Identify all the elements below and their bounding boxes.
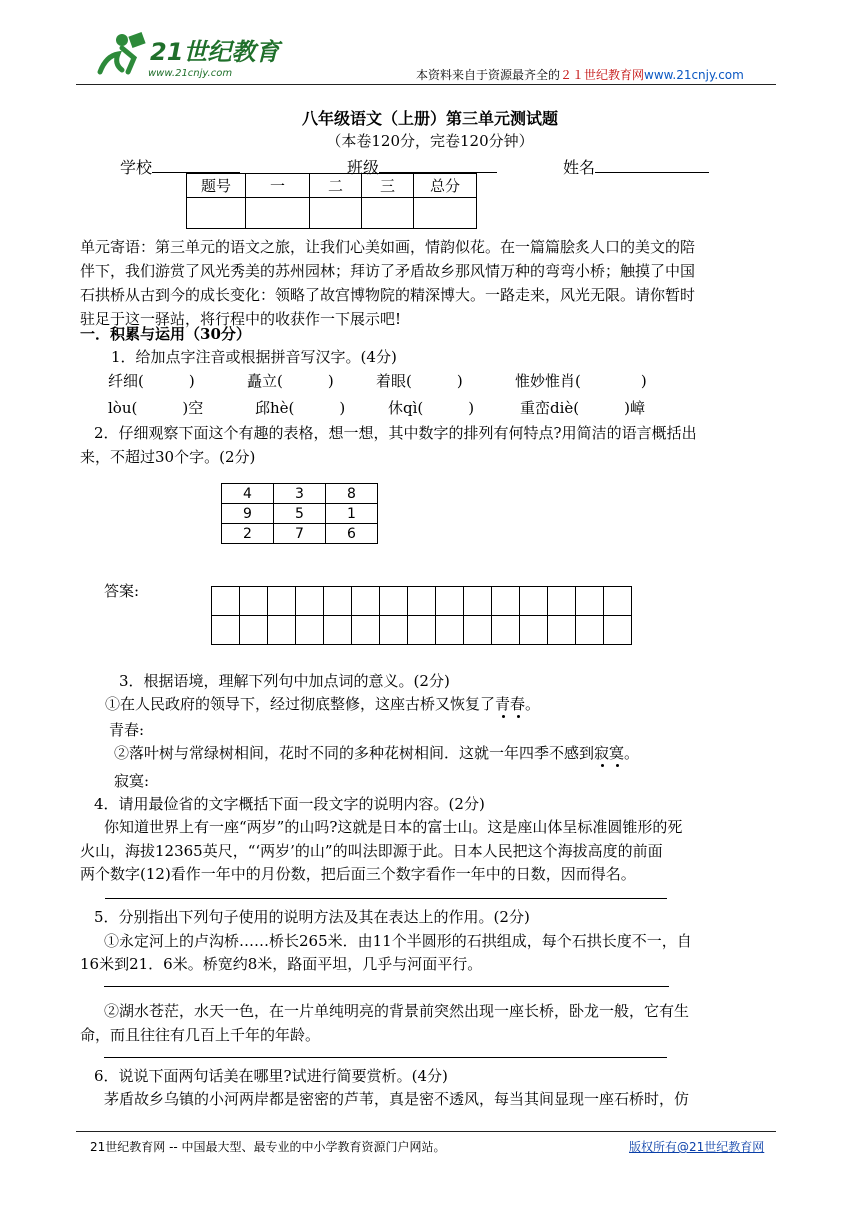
grid-cell: 5 bbox=[274, 504, 326, 524]
q1-stem: 1．给加点字注音或根据拼音写汉字。(4分) bbox=[111, 348, 397, 366]
q5-text-line: 命，而且往往有几百上千年的年龄。 bbox=[80, 1026, 321, 1044]
q4-stem: 4．请用最俭省的文字概括下面一段文字的说明内容。(2分) bbox=[94, 795, 485, 813]
intro-line: 驻足于这一驿站，将行程中的收获作一下展示吧! bbox=[80, 310, 402, 328]
answer-cell[interactable] bbox=[436, 616, 464, 645]
answer-cell[interactable] bbox=[324, 616, 352, 645]
header-divider bbox=[76, 84, 776, 85]
score-table bbox=[186, 173, 477, 229]
intro-line: 石拱桥从古到今的成长变化：领略了故宫博物院的精深博大。一路走来，风光无限。请你暂时 bbox=[80, 286, 696, 304]
score-cell[interactable] bbox=[246, 198, 310, 229]
answer-cell[interactable] bbox=[240, 616, 268, 645]
answer-cell[interactable] bbox=[548, 616, 576, 645]
answer-cell[interactable] bbox=[324, 587, 352, 616]
answer-cell[interactable] bbox=[576, 587, 604, 616]
grid-cell: 7 bbox=[274, 524, 326, 544]
header-note-prefix: 本资料来自于资源最齐全的 bbox=[416, 68, 561, 82]
dotted-char: 春 bbox=[510, 695, 526, 713]
grid-cell: 9 bbox=[222, 504, 274, 524]
answer-cell[interactable] bbox=[548, 587, 576, 616]
score-header-cell: 一 bbox=[246, 174, 310, 198]
class-blank[interactable] bbox=[379, 158, 497, 173]
answer-cell[interactable] bbox=[604, 616, 632, 645]
dotted-char: 寂 bbox=[594, 744, 610, 762]
school-label: 学校 bbox=[120, 158, 153, 177]
q3-label-1: 青春: bbox=[109, 721, 145, 739]
answer-cell[interactable] bbox=[492, 616, 520, 645]
site-logo bbox=[92, 26, 292, 86]
answer-cell[interactable] bbox=[240, 587, 268, 616]
answer-cell[interactable] bbox=[380, 587, 408, 616]
answer-cell[interactable] bbox=[604, 587, 632, 616]
answer-line[interactable] bbox=[104, 986, 669, 987]
name-field[interactable] bbox=[563, 155, 709, 178]
section-heading: 一．积累与运用（30分） bbox=[80, 325, 251, 343]
q1-item: 邱hè( ) bbox=[255, 399, 346, 417]
answer-cell[interactable] bbox=[436, 587, 464, 616]
answer-cell[interactable] bbox=[268, 616, 296, 645]
answer-cell[interactable] bbox=[464, 616, 492, 645]
grid-cell: 1 bbox=[326, 504, 378, 524]
answer-cell[interactable] bbox=[492, 587, 520, 616]
answer-cell[interactable] bbox=[576, 616, 604, 645]
score-header-cell: 三 bbox=[362, 174, 414, 198]
answer-cell[interactable] bbox=[296, 587, 324, 616]
footer-text: 21世纪教育网 -- 中国最大型、最专业的中小学教育资源门户网站。 bbox=[90, 1140, 446, 1154]
dotted-char: 青 bbox=[495, 695, 511, 713]
grid-cell: 3 bbox=[274, 484, 326, 504]
q1-item: 矗立( ) bbox=[247, 372, 334, 390]
dotted-char: 寞 bbox=[609, 744, 625, 762]
answer-cell[interactable] bbox=[352, 616, 380, 645]
grid-cell: 2 bbox=[222, 524, 274, 544]
q5-text-line: ①永定河上的卢沟桥……桥长265米．由11个半圆形的石拱组成，每个石拱长度不一，自 bbox=[104, 932, 692, 950]
answer-grid[interactable] bbox=[211, 586, 632, 645]
score-header-cell: 二 bbox=[310, 174, 362, 198]
q2-stem: 来，不超过30个字。(2分) bbox=[80, 448, 256, 466]
q1-item: 纤细( ) bbox=[108, 372, 195, 390]
q4-text-line: 两个数字(12)看作一年中的月份数，把后面三个数字看作一年中的日数，因而得名。 bbox=[80, 865, 636, 883]
page-subtitle: （本卷120分，完卷120分钟） bbox=[326, 132, 534, 150]
name-label: 姓名 bbox=[563, 158, 596, 177]
page-title: 八年级语文（上册）第三单元测试题 bbox=[301, 109, 558, 128]
answer-line[interactable] bbox=[105, 898, 667, 899]
q3-sentence-2: ②落叶树与常绿树相间，花时不同的多种花树相间．这就一年四季不感到寂寞。 bbox=[114, 744, 640, 762]
q3-label-2: 寂寞: bbox=[114, 772, 150, 790]
q3-stem: 3．根据语境，理解下列句中加点词的意义。(2分) bbox=[119, 672, 450, 690]
score-header-cell: 总分 bbox=[414, 174, 477, 198]
header-note-url[interactable]: www.21cnjy.com bbox=[644, 68, 744, 82]
answer-cell[interactable] bbox=[464, 587, 492, 616]
q1-item: lòu( )空 bbox=[108, 399, 204, 417]
answer-cell[interactable] bbox=[212, 587, 240, 616]
answer-cell[interactable] bbox=[408, 616, 436, 645]
q5-text-line: 16米到21．6米。桥宽约8米，路面平坦，几乎与河面平行。 bbox=[80, 955, 483, 973]
grid-cell: 4 bbox=[222, 484, 274, 504]
q1-item: 重峦diè( )嶂 bbox=[520, 399, 645, 417]
answer-label: 答案: bbox=[104, 582, 140, 600]
answer-cell[interactable] bbox=[212, 616, 240, 645]
answer-line[interactable] bbox=[104, 1057, 667, 1058]
q4-text-line: 你知道世界上有一座“两岁”的山吗?这就是日本的富士山。这是座山体呈标准圆锥形的死 bbox=[104, 818, 683, 836]
q6-stem: 6．说说下面两句话美在哪里?试进行简要赏析。(4分) bbox=[94, 1067, 448, 1085]
answer-cell[interactable] bbox=[268, 587, 296, 616]
header-note bbox=[416, 66, 744, 83]
q5-stem: 5．分别指出下列句子使用的说明方法及其在表达上的作用。(2分) bbox=[94, 908, 530, 926]
intro-line: 单元寄语：第三单元的语文之旅，让我们心美如画，情韵似花。在一篇篇脍炙人口的美文的陪 bbox=[80, 238, 696, 256]
header-note-brand[interactable]: ２１世纪教育网 bbox=[560, 68, 645, 82]
number-grid bbox=[221, 483, 378, 544]
answer-cell[interactable] bbox=[520, 616, 548, 645]
logo-url: www.21cnjy.com bbox=[148, 68, 233, 79]
grid-cell: 6 bbox=[326, 524, 378, 544]
score-cell[interactable] bbox=[310, 198, 362, 229]
score-cell[interactable] bbox=[187, 198, 246, 229]
q1-item: 休qì( ) bbox=[388, 399, 475, 417]
logo-text: 21世纪教育 bbox=[150, 38, 280, 66]
q6-text-line: 茅盾故乡乌镇的小河两岸都是密密的芦苇，真是密不透风，每当其间显现一座石桥时，仿 bbox=[104, 1090, 690, 1108]
answer-cell[interactable] bbox=[520, 587, 548, 616]
score-cell[interactable] bbox=[362, 198, 414, 229]
class-label: 班级 bbox=[347, 158, 380, 177]
school-blank[interactable] bbox=[152, 158, 240, 173]
name-blank[interactable] bbox=[595, 158, 709, 173]
score-header-cell: 题号 bbox=[187, 174, 246, 198]
answer-cell[interactable] bbox=[352, 587, 380, 616]
copyright-link[interactable]: 版权所有@21世纪教育网 bbox=[629, 1140, 765, 1154]
q4-text-line: 火山，海拔12365英尺，“‘两岁’的山”的叫法即源于此。日本人民把这个海拔高度的前面 bbox=[80, 842, 663, 860]
q1-item: 惟妙惟肖( ) bbox=[515, 372, 647, 390]
q1-item: 着眼( ) bbox=[376, 372, 463, 390]
score-cell[interactable] bbox=[414, 198, 477, 229]
answer-cell[interactable] bbox=[380, 616, 408, 645]
q5-text-line: ②湖水苍茫，水天一色，在一片单纯明亮的背景前突然出现一座长桥，卧龙一般，它有生 bbox=[104, 1002, 690, 1020]
q3-sentence-1: ①在人民政府的领导下，经过彻底整修，这座古桥又恢复了青春。 bbox=[105, 695, 541, 713]
q2-stem: 2．仔细观察下面这个有趣的表格，想一想，其中数字的排列有何特点?用简洁的语言概括出 bbox=[94, 424, 697, 442]
answer-cell[interactable] bbox=[408, 587, 436, 616]
intro-line: 伴下，我们游赏了风光秀美的苏州园林；拜访了矛盾故乡那风情万种的弯弯小桥；触摸了中国 bbox=[80, 262, 696, 280]
footer-divider bbox=[76, 1131, 776, 1132]
grid-cell: 8 bbox=[326, 484, 378, 504]
answer-cell[interactable] bbox=[296, 616, 324, 645]
